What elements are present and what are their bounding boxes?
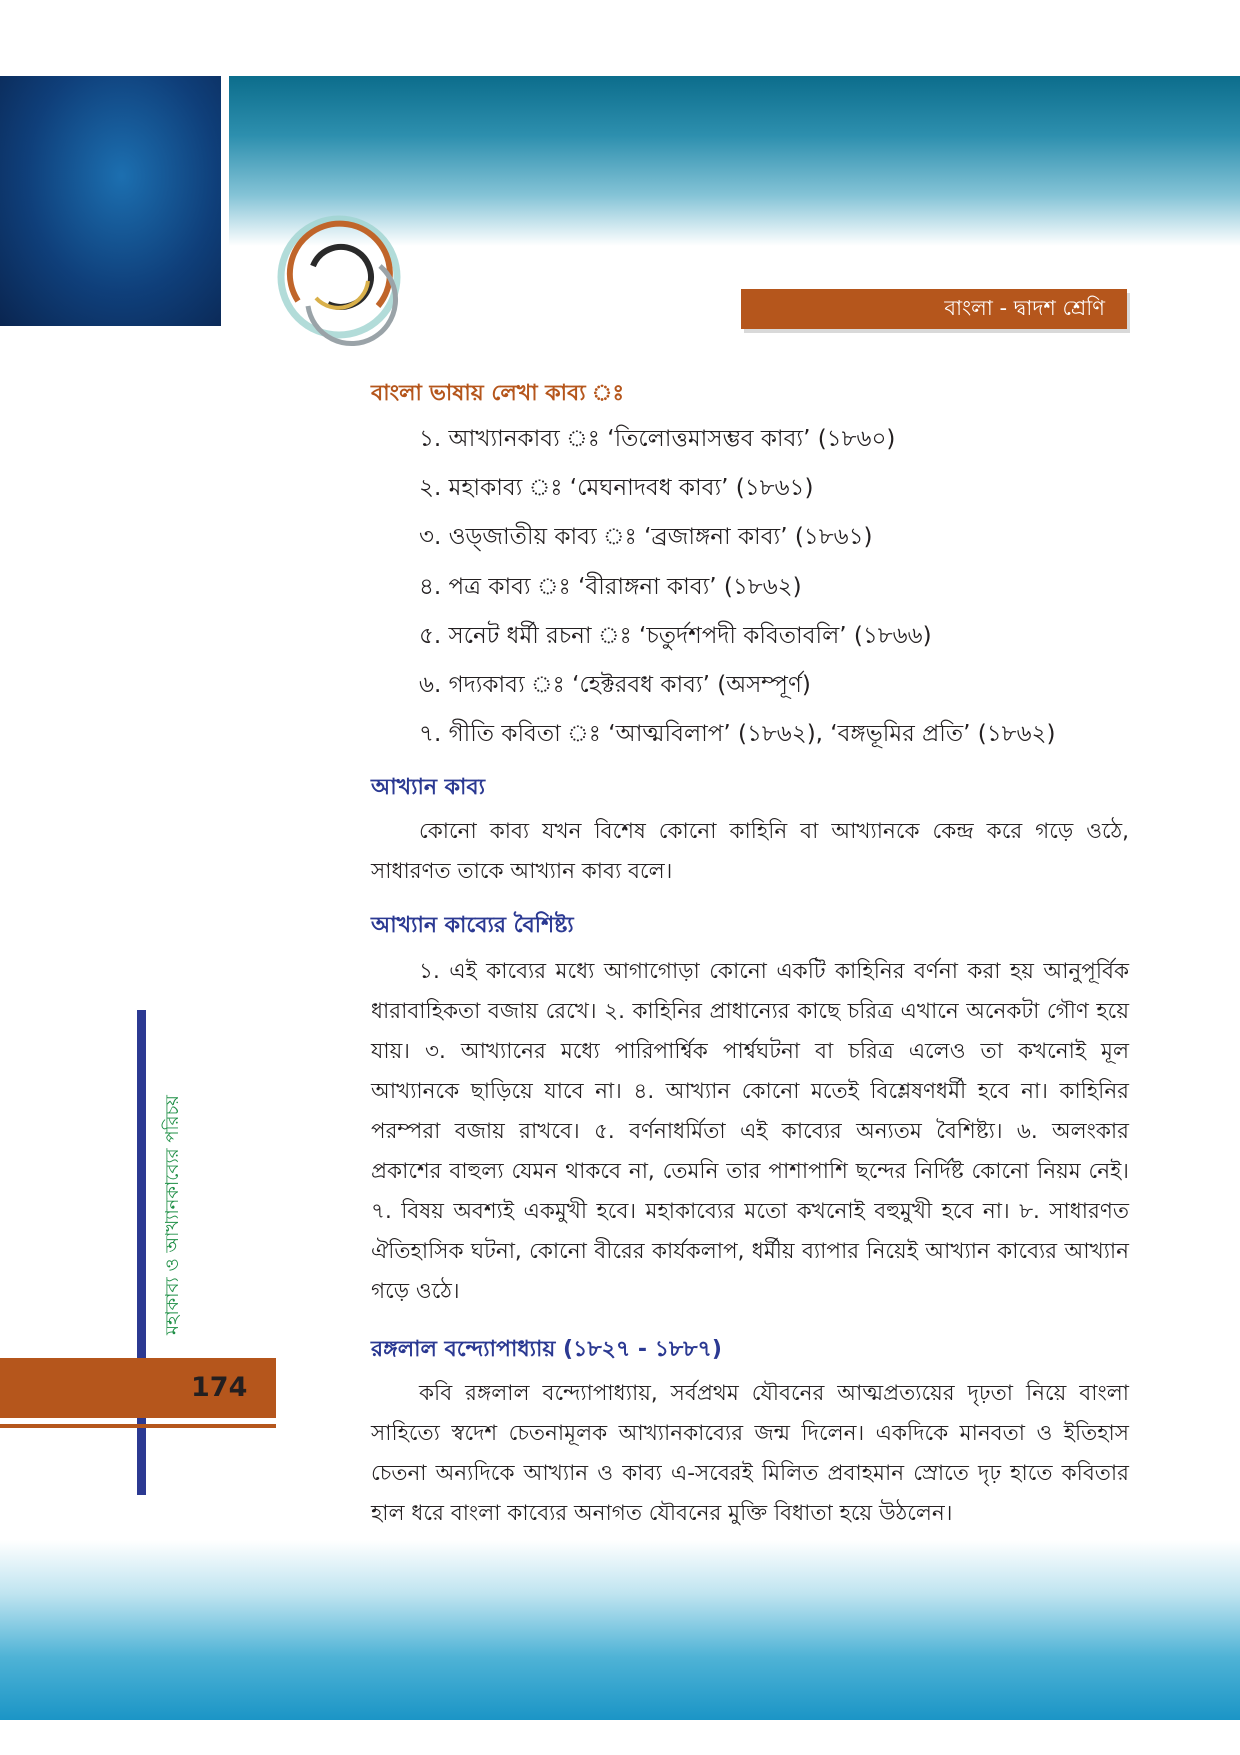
rangalal-paragraph: কবি রঙ্গলাল বন্দ্যোপাধ্যায়, সর্বপ্রথম যৌবনের আত্মপ্রত্যয়ের দৃঢ়তা নিয়ে বাংলা সাহিত্যে স্বদেশ চেতনামূলক আখ্যানকাব্যের জন্ম দিলেন। একদিকে মানবতা ও ইতিহাস চেতনা অন্যদিকে আখ্যান ও কাব্য এ-সবেরই মিলিত প্রবাহমান স্রোতে দৃঢ় হাতে কবিতার হাল ধরে বাংলা কাব্যের অনাগত যৌবনের মুক্তি বিধাতা হয়ে উঠলেন। [371,1381,1129,1526]
page-number-underline [0,1424,276,1428]
features-heading: আখ্যান কাব্যের বৈশিষ্ট্য [371,913,574,938]
subject-banner-label: বাংলা - দ্বাদশ শ্রেণি [944,295,1105,320]
page-number: 174 [191,1372,248,1403]
works-heading: বাংলা ভাষায় লেখা কাব্য ঃ [371,381,625,406]
list-item: ৬. গদ্যকাব্য ঃ ‘হেক্টরবধ কাব্য’ (অসম্পূর্ণ) [419,671,811,698]
works-list [419,424,1055,768]
rangalal-heading: রঙ্গলাল বন্দ্যোপাধ্যায় (১৮২৭ - ১৮৮৭) [371,1337,722,1362]
rings-logo-icon [268,206,410,348]
side-vertical-bar [137,1010,146,1495]
chapter-side-title: মহাকাব্য ও আখ্যানকাব্যের পরিচয় [162,1095,183,1335]
list-item: ৩. ওড্‌জাতীয় কাব্য ঃ ‘ব্রজাঙ্গনা কাব্য’ (১৮৬১) [419,524,873,551]
akhyan-heading: আখ্যান কাব্য [371,775,486,800]
akhyan-paragraph: কোনো কাব্য যখন বিশেষ কোনো কাহিনি বা আখ্যানকে কেন্দ্র করে গড়ে ওঠে, সাধারণত তাকে আখ্যান কাব্য বলে। [371,819,1129,884]
footer-gradient-band [0,1540,1240,1720]
list-item: ১. আখ্যানকাব্য ঃ ‘তিলোত্তমাসম্ভব কাব্য’ (১৮৬০) [419,426,896,452]
list-item: ৫. সনেট ধর্মী রচনা ঃ ‘চতুর্দশপদী কবিতাবলি’ (১৮৬৬) [419,622,932,649]
subject-banner [741,289,1127,329]
list-item: ২. মহাকাব্য ঃ ‘মেঘনাদবধ কাব্য’ (১৮৬১) [419,475,814,502]
header-dark-panel [0,76,221,326]
features-paragraph: ১. এই কাব্যের মধ্যে আগাগোড়া কোনো একটি কাহিনির বর্ণনা করা হয় আনুপূর্বিক ধারাবাহিকতা বজায় রেখে। ২. কাহিনির প্রাধান্যের কাছে চরিত্র এখানে অনেকটা গৌণ হয়ে যায়। ৩. আখ্যানের মধ্যে পারিপার্শ্বিক পার্শ্বঘটনা বা চরিত্র এলেও তা কখনোই মূল আখ্যানকে ছাড়িয়ে যাবে না। ৪. আখ্যান কোনো মতেই বিশ্লেষণধর্মী হবে না। কাহিনির পরম্পরা বজায় রাখবে। ৫. বর্ণনাধর্মিতা এই কাব্যের অন্যতম বৈশিষ্ট্য। ৬. অলংকার প্রকাশের বাহুল্য যেমন থাকবে না, তেমনি তার পাশাপাশি ছন্দের নির্দিষ্ট কোনো নিয়ম নেই। ৭. বিষয় অবশ্যই একমুখী হবে। মহাকাব্যের মতো কখনোই বহুমুখী হবে না। ৮. সাধারণত ঐতিহাসিক ঘটনা, কোনো বীরের কার্যকলাপ, ধর্মীয় ব্যাপার নিয়েই আখ্যান কাব্যের আখ্যান গড়ে ওঠে। [371,959,1129,1304]
list-item: ৪. পত্র কাব্য ঃ ‘বীরাঙ্গনা কাব্য’ (১৮৬২) [419,573,802,600]
list-item: ৭. গীতি কবিতা ঃ ‘আত্মবিলাপ’ (১৮৬২), ‘বঙ্গভূমির প্রতি’ (১৮৬২) [419,721,1056,748]
